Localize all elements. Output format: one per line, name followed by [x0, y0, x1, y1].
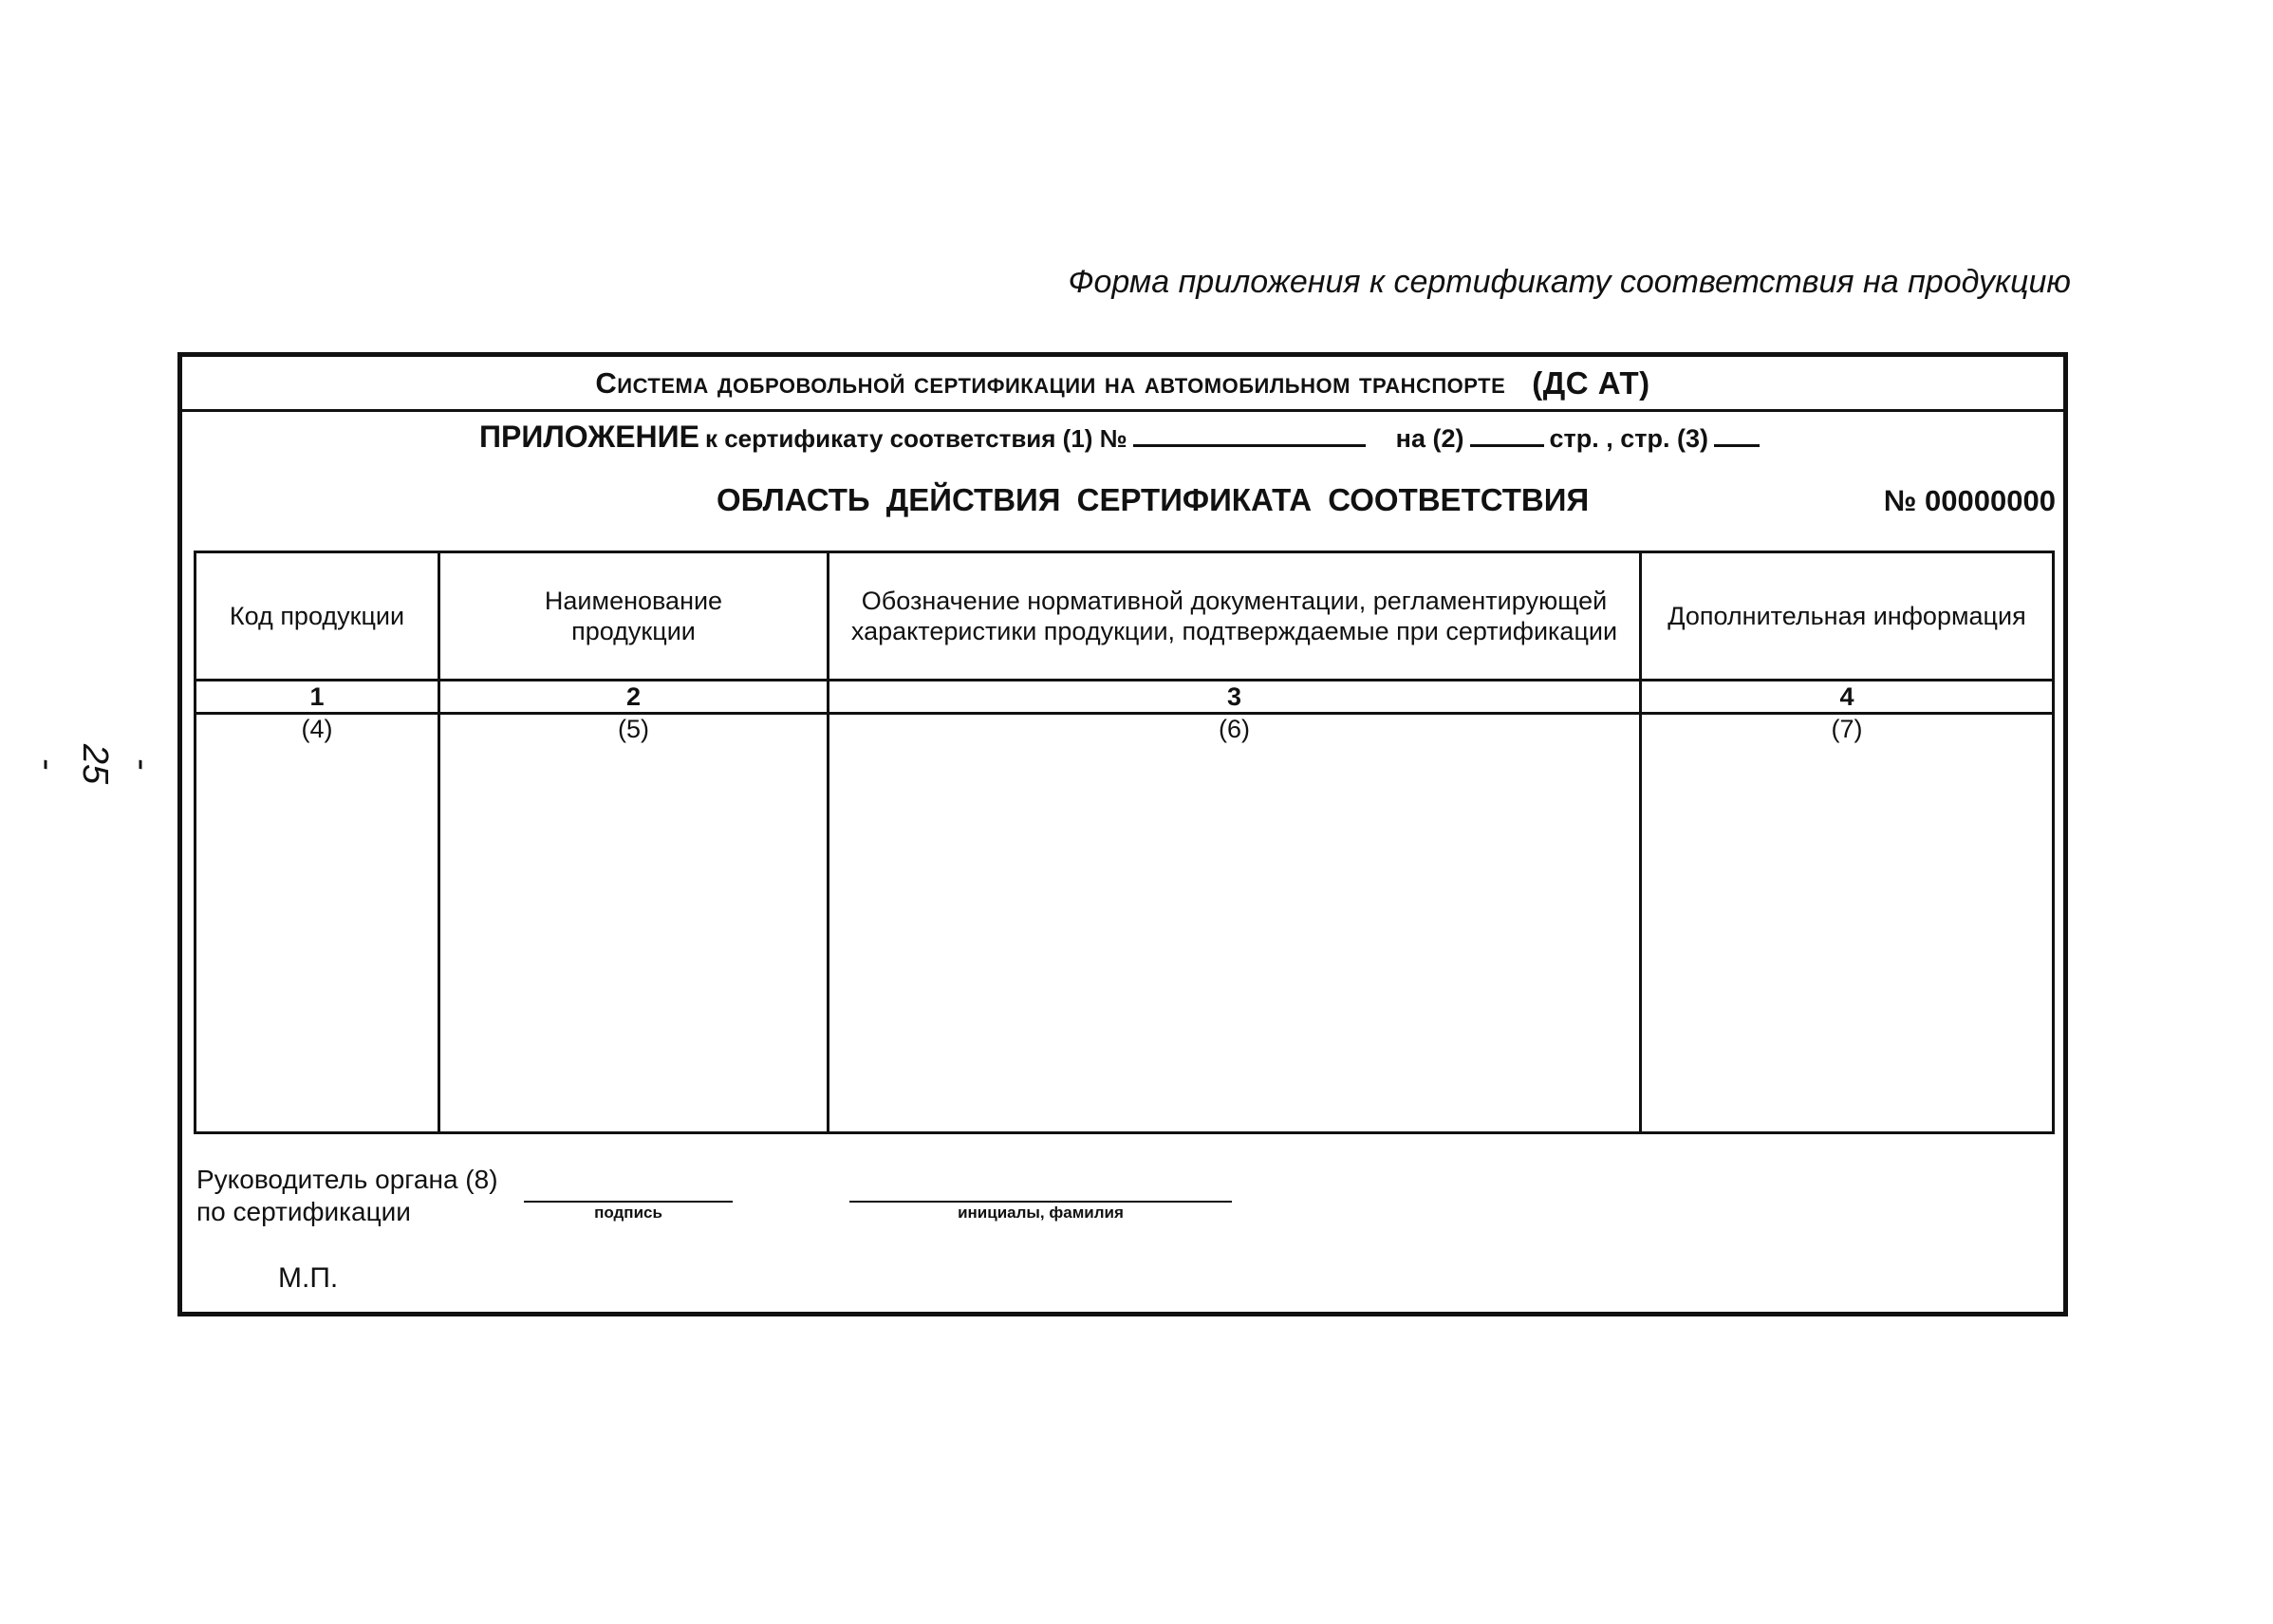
annex-line: [479, 420, 1760, 457]
total-pages-blank[interactable]: [1470, 420, 1544, 447]
annex-on: на (2): [1395, 424, 1464, 453]
system-title-bar: [182, 357, 2063, 412]
area-title: ОБЛАСТЬ ДЕЙСТВИЯ СЕРТИФИКАТА СООТВЕТСТВИЯ: [717, 482, 1590, 517]
header-product-name: Наименование продукции: [439, 552, 829, 681]
cell-product-code[interactable]: (4): [196, 714, 439, 1133]
signer-line-1: Руководитель органа (8): [196, 1165, 498, 1194]
certificate-number-blank[interactable]: [1133, 420, 1366, 447]
signature-caption: подпись: [594, 1204, 662, 1222]
system-title: Система добровольной сертификации на автомобильном транспорте: [595, 365, 1506, 400]
annex-word: ПРИЛОЖЕНИЕ: [479, 420, 699, 454]
page-number: - 25 -: [28, 743, 162, 785]
signer-line-2: по сертификации: [196, 1197, 411, 1226]
cell-normative-docs[interactable]: (6): [829, 714, 1641, 1133]
name-caption: инициалы, фамилия: [958, 1204, 1124, 1222]
cell-additional-info[interactable]: (7): [1641, 714, 2054, 1133]
column-number-row: [196, 681, 2054, 714]
signature-line[interactable]: [524, 1201, 733, 1203]
stamp-label: М.П.: [278, 1262, 339, 1294]
scope-table: [194, 551, 2055, 1134]
annex-pages: стр. , стр. (3): [1549, 424, 1708, 453]
column-number: 4: [1641, 681, 2054, 714]
column-number: 2: [439, 681, 829, 714]
table-row: [196, 714, 2054, 1133]
table-header-row: [196, 552, 2054, 681]
system-abbr: (ДС АТ): [1532, 364, 1650, 401]
header-additional-info: Дополнительная информация: [1641, 552, 2054, 681]
signer-label: [196, 1164, 498, 1228]
header-normative-docs: Обозначение нормативной документации, регламентирующей характеристики продукции, подтверждаемые при сертификации: [829, 552, 1641, 681]
header-product-code: Код продукции: [196, 552, 439, 681]
column-number: 1: [196, 681, 439, 714]
name-line[interactable]: [849, 1201, 1232, 1203]
certificate-number: № 00000000: [1883, 484, 2056, 517]
page-number-blank[interactable]: [1714, 420, 1760, 447]
form-title: Форма приложения к сертификату соответствия на продукцию: [1068, 264, 2071, 300]
cell-product-name[interactable]: (5): [439, 714, 829, 1133]
annex-to-certificate: к сертификату соответствия (1) №: [704, 424, 1127, 453]
column-number: 3: [829, 681, 1641, 714]
